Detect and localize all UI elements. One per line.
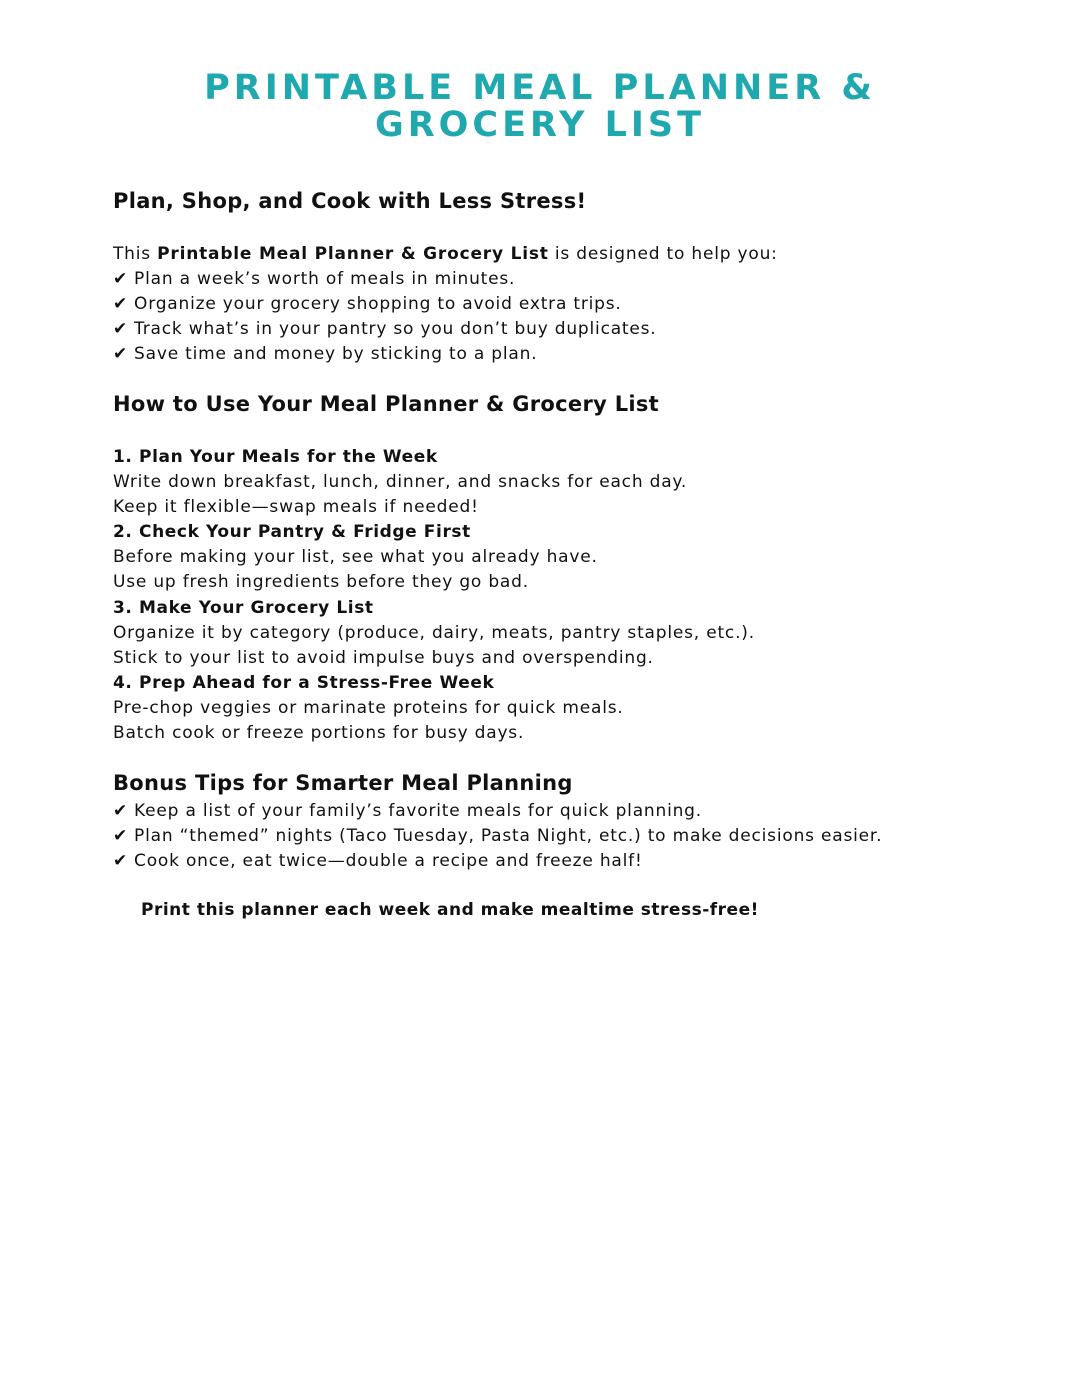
check-icon: ✔ [113, 294, 129, 314]
page-title [0, 70, 1080, 144]
bonus-tip [113, 800, 702, 822]
how-to-heading: How to Use Your Meal Planner & Grocery List [113, 392, 660, 416]
step-title: 2. Check Your Pantry & Fridge First [113, 522, 471, 542]
bonus-tip [113, 850, 643, 872]
step-line: Pre-chop veggies or marinate proteins for quick meals. [113, 698, 624, 718]
step-line: Use up fresh ingredients before they go bad. [113, 572, 529, 592]
bonus-tip [113, 825, 882, 847]
step-title: 1. Plan Your Meals for the Week [113, 447, 438, 467]
intro-lead-prefix: This [113, 244, 158, 264]
step-title: 4. Prep Ahead for a Stress-Free Week [113, 673, 495, 693]
step-line: Stick to your list to avoid impulse buys and overspending. [113, 648, 654, 668]
check-icon: ✔ [113, 801, 129, 821]
bonus-tip-text: Keep a list of your family’s favorite meals for quick planning. [134, 801, 702, 821]
bonus-heading: Bonus Tips for Smarter Meal Planning [113, 771, 573, 795]
intro-lead [113, 243, 778, 265]
check-icon: ✔ [113, 319, 129, 339]
intro-point-text: Organize your grocery shopping to avoid extra trips. [134, 294, 622, 314]
step-line: Before making your list, see what you already have. [113, 547, 598, 567]
intro-lead-suffix: is designed to help you: [548, 244, 778, 264]
check-icon: ✔ [113, 269, 129, 289]
page-title-line-1: PRINTABLE MEAL PLANNER & [204, 68, 876, 108]
check-icon: ✔ [113, 826, 129, 846]
intro-point-text: Save time and money by sticking to a plan. [134, 344, 538, 364]
step-line: Keep it flexible—swap meals if needed! [113, 497, 479, 517]
step-line: Organize it by category (produce, dairy, meats, pantry staples, etc.). [113, 623, 755, 643]
step-line: Batch cook or freeze portions for busy days. [113, 723, 525, 743]
check-icon: ✔ [113, 344, 129, 364]
intro-point-text: Track what’s in your pantry so you don’t buy duplicates. [134, 319, 657, 339]
intro-point [113, 293, 622, 315]
intro-point [113, 268, 515, 290]
intro-lead-bold: Printable Meal Planner & Grocery List [157, 244, 549, 264]
page-title-line-2: GROCERY LIST [375, 105, 705, 145]
intro-point [113, 318, 657, 340]
intro-point [113, 343, 537, 365]
intro-heading: Plan, Shop, and Cook with Less Stress! [113, 189, 587, 213]
bonus-tip-text: Cook once, eat twice—double a recipe and freeze half! [134, 851, 643, 871]
intro-point-text: Plan a week’s worth of meals in minutes. [134, 269, 516, 289]
step-line: Write down breakfast, lunch, dinner, and snacks for each day. [113, 472, 688, 492]
check-icon: ✔ [113, 851, 129, 871]
step-title: 3. Make Your Grocery List [113, 598, 374, 618]
bonus-tip-text: Plan “themed” nights (Taco Tuesday, Pasta Night, etc.) to make decisions easier. [134, 826, 883, 846]
closing-note: Print this planner each week and make mealtime stress-free! [141, 900, 759, 920]
